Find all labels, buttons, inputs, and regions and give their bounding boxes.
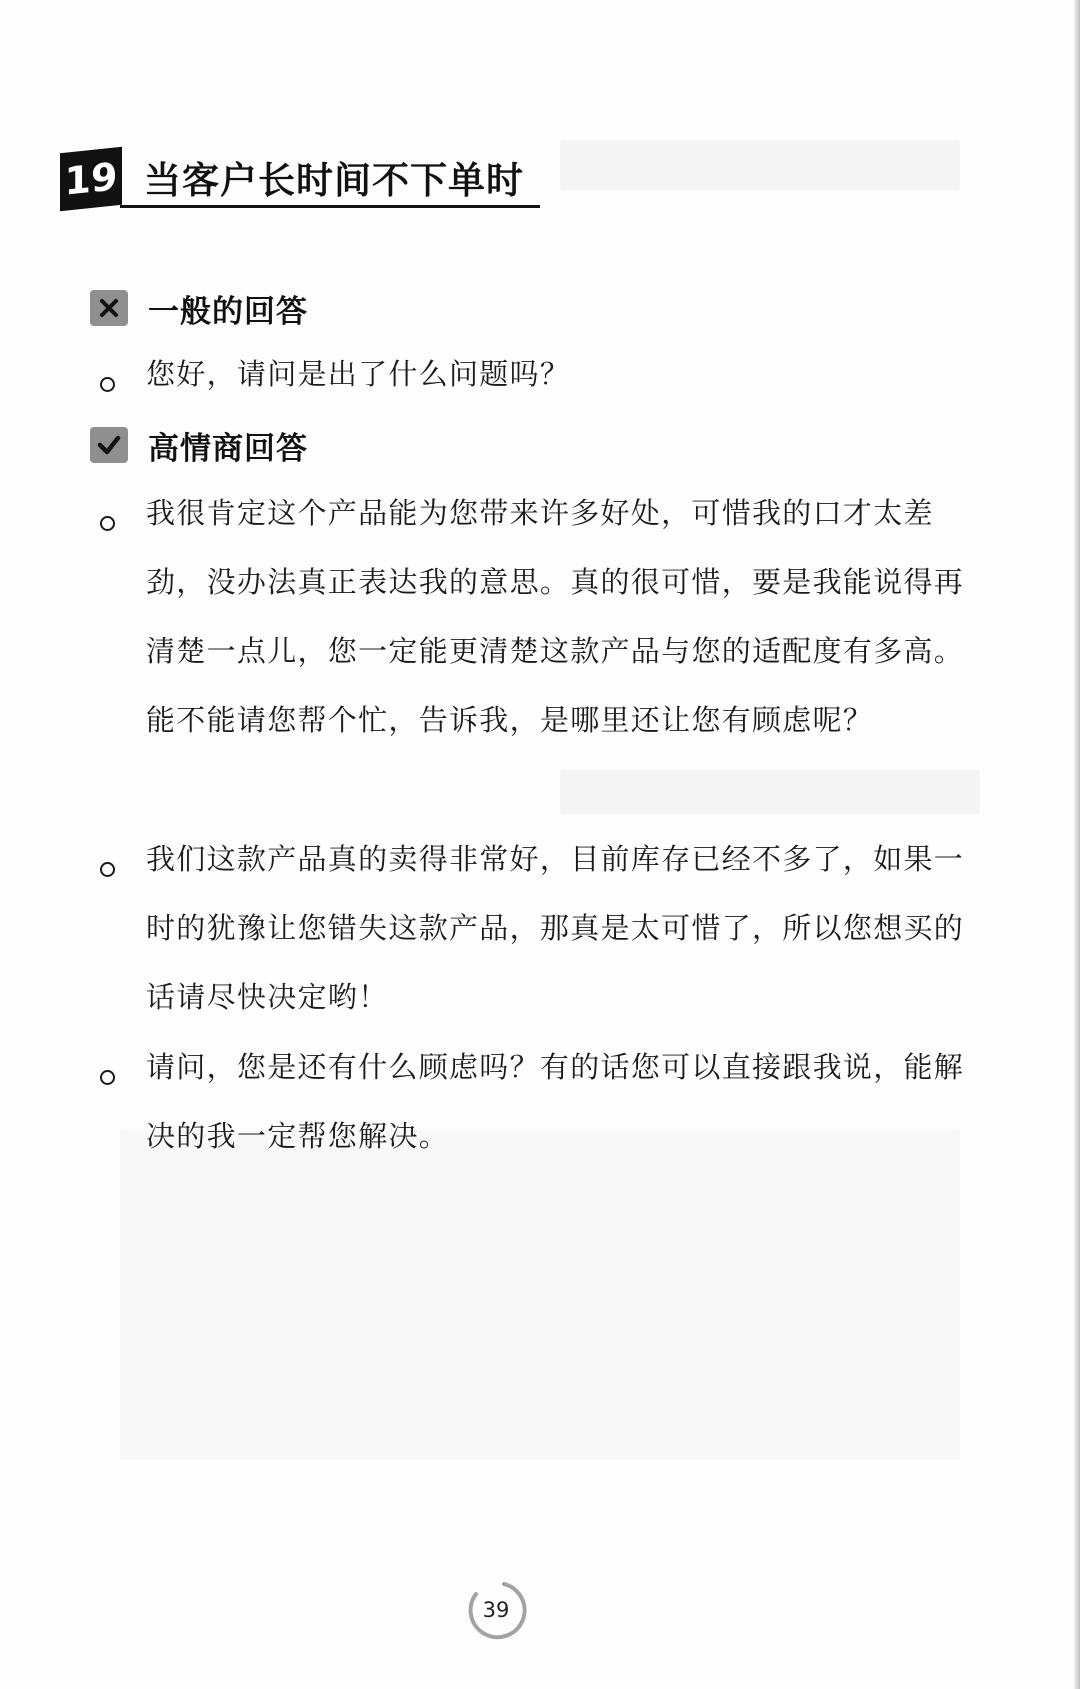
section-label-general: 一般的回答 — [148, 293, 308, 330]
answer-text: 您好，请问是出了什么问题吗？ — [146, 357, 571, 391]
page-number: 39 — [482, 1598, 510, 1622]
answer-text: 我们这款产品真的卖得非常好，目前库存已经不多了，如果一时的犹豫让您错失这款产品，那真是太可惜了，所以您想买的话请尽快决定哟！ — [146, 842, 965, 1014]
bullet-circle-icon — [100, 377, 115, 392]
section-heading-general — [90, 288, 308, 328]
show-through-shadow — [560, 140, 960, 190]
bullet-circle-icon — [100, 516, 115, 531]
chapter-header — [60, 148, 540, 210]
section-label-high-eq: 高情商回答 — [148, 430, 308, 467]
show-through-shadow — [120, 1130, 960, 1460]
answer-text: 我很肯定这个产品能为您带来许多好处，可惜我的口才太差劲，没办法真正表达我的意思。真的很可惜，要是我能说得再清楚一点儿，您一定能更清楚这款产品与您的适配度有多高。能不能请您帮个忙，告诉我，是哪里还让您有顾虑呢？ — [146, 496, 965, 737]
chapter-title: 当客户长时间不下单时 — [144, 159, 524, 202]
check-mark-icon — [90, 427, 128, 463]
chapter-number: 19 — [60, 147, 122, 212]
x-mark-icon — [90, 290, 128, 326]
bullet-circle-icon — [100, 1070, 115, 1085]
page-number-badge — [464, 1578, 528, 1642]
show-through-shadow — [560, 770, 980, 814]
chapter-underline — [120, 205, 540, 208]
answer-text: 请问，您是还有什么顾虑吗？有的话您可以直接跟我说，能解决的我一定帮您解决。 — [146, 1050, 965, 1153]
page-edge-shadow — [1074, 0, 1080, 1689]
section-heading-high-eq — [90, 425, 308, 465]
bullet-circle-icon — [100, 862, 115, 877]
